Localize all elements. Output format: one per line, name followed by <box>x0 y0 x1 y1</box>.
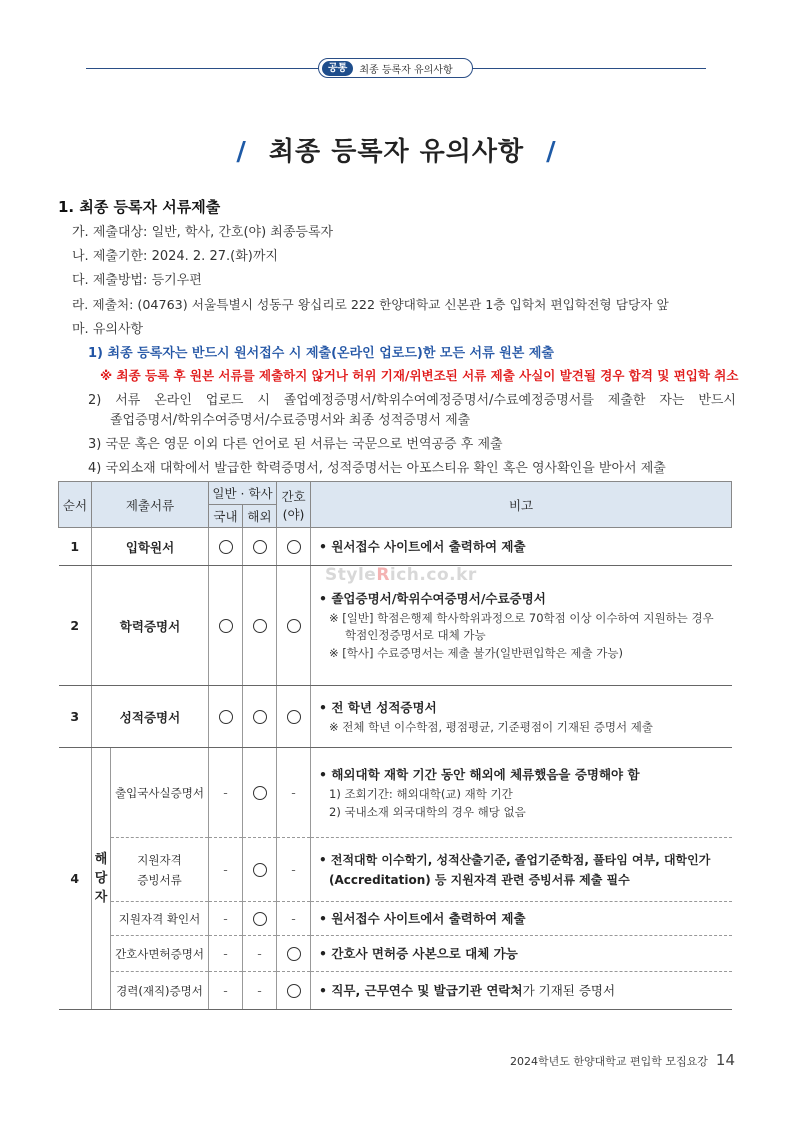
circle-icon <box>253 619 267 633</box>
circle-icon <box>287 710 301 724</box>
circle-icon <box>219 619 233 633</box>
circle-icon <box>219 710 233 724</box>
circle-icon <box>253 540 267 554</box>
item-deadline: 나. 제출기한: 2024. 2. 27.(화)까지 <box>72 249 278 264</box>
item-address: 라. 제출처: (04763) 서울특별시 성동구 왕십리로 222 한양대학교 신본관 1층 입학처 편입학전형 담당자 앞 <box>72 297 669 312</box>
note-3: 3) 국문 혹은 영문 이외 다른 언어로 된 서류는 국문으로 번역공증 후 제출 <box>88 437 503 452</box>
row-no: 4 <box>59 748 92 1010</box>
mark-overseas <box>243 566 277 686</box>
page-number: 14 <box>715 1051 735 1069</box>
table-row <box>59 528 732 566</box>
row-doc: 지원자격 증빙서류 <box>111 838 209 902</box>
mark-overseas <box>243 748 277 838</box>
mark-nursing: - <box>277 838 311 902</box>
header-nursing: 간호 (야) <box>277 482 311 528</box>
mark-domestic: - <box>209 748 243 838</box>
circle-icon <box>253 710 267 724</box>
note-4: 4) 국외소재 대학에서 발급한 학력증명서, 성적증명서는 아포스티유 확인 혹은 영사확인을 받아서 제출 <box>88 461 666 476</box>
mark-nursing: - <box>277 902 311 936</box>
title-text: 최종 등록자 유의사항 <box>268 137 525 167</box>
mark-nursing <box>277 566 311 686</box>
page-footer <box>510 1051 735 1069</box>
row-note: • 졸업증명서/학위수여증명서/수료증명서 ※ [일반] 학점은행제 학사학위과정으로 70학점 이상 이수하여 지원하는 경우 학점인정증명서로 대체 가능 ※ [학사] 수료증명서는 제출 불가(일반편입학은 제출 가능) <box>311 566 732 686</box>
mark-overseas <box>243 838 277 902</box>
row-note: • 원서접수 사이트에서 출력하여 제출 <box>311 902 732 936</box>
item-method: 다. 제출방법: 등기우편 <box>72 273 202 288</box>
badge-label: 최종 등록자 유의사항 <box>359 64 453 76</box>
table-row <box>59 902 732 936</box>
row-doc: 출입국사실증명서 <box>111 748 209 838</box>
mark-domestic <box>209 528 243 566</box>
row-doc: 학력증명서 <box>92 566 209 686</box>
row-note: • 해외대학 재학 기간 동안 해외에 체류했음을 증명해야 함 1) 조회기간: 해외대학(교) 재학 기간 2) 국내소재 외국대학의 경우 해당 없음 <box>311 748 732 838</box>
row-note: • 전적대학 이수학기, 성적산출기준, 졸업기준학점, 풀타임 여부, 대학인가 (Accreditation) 등 지원자격 관련 증빙서류 제출 필수 <box>311 838 732 902</box>
section-heading: 1. 최종 등록자 서류제출 <box>58 198 221 216</box>
table-row <box>59 748 732 838</box>
table-row <box>59 838 732 902</box>
row-no: 3 <box>59 686 92 748</box>
page-title <box>0 131 793 168</box>
row-doc: 경력(재직)증명서 <box>111 972 209 1010</box>
row-doc: 성적증명서 <box>92 686 209 748</box>
mark-overseas: - <box>243 936 277 972</box>
mark-domestic <box>209 686 243 748</box>
row-doc: 간호사면허증명서 <box>111 936 209 972</box>
mark-domestic <box>209 566 243 686</box>
circle-icon <box>253 863 267 877</box>
mark-nursing: - <box>277 748 311 838</box>
header-remark: 비고 <box>311 482 732 528</box>
warning-note: ※ 최종 등록 후 원본 서류를 제출하지 않거나 허위 기재/위변조된 서류 제출 사실이 발견될 경우 합격 및 편입학 취소 <box>100 368 739 383</box>
title-slash-right: / <box>546 137 557 167</box>
circle-icon <box>287 540 301 554</box>
header-doc: 제출서류 <box>92 482 209 528</box>
row-doc: 지원자격 확인서 <box>111 902 209 936</box>
row-doc: 입학원서 <box>92 528 209 566</box>
row-group: 해당자 <box>92 748 111 1010</box>
mark-nursing <box>277 686 311 748</box>
item-notes: 마. 유의사항 <box>72 322 144 337</box>
header-general: 일반 · 학사 <box>209 482 277 505</box>
row-note: • 직무, 근무연수 및 발급기관 연락처가 기재된 증명서 <box>311 972 732 1010</box>
mark-nursing <box>277 972 311 1010</box>
table-row <box>59 936 732 972</box>
circle-icon <box>287 984 301 998</box>
mark-overseas <box>243 528 277 566</box>
circle-icon <box>287 619 301 633</box>
header-no: 순서 <box>59 482 92 528</box>
title-slash-left: / <box>236 137 247 167</box>
badge-pill: 공통 <box>322 61 353 76</box>
row-note: • 원서접수 사이트에서 출력하여 제출 <box>311 528 732 566</box>
item-target: 가. 제출대상: 일반, 학사, 간호(야) 최종등록자 <box>72 225 334 240</box>
circle-icon <box>287 947 301 961</box>
mark-domestic: - <box>209 902 243 936</box>
circle-icon <box>253 786 267 800</box>
row-no: 2 <box>59 566 92 686</box>
header-overseas: 해외 <box>243 505 277 528</box>
mark-overseas <box>243 902 277 936</box>
header-domestic: 국내 <box>209 505 243 528</box>
mark-overseas: - <box>243 972 277 1010</box>
table-row <box>59 686 732 748</box>
footer-text: 2024학년도 한양대학교 편입학 모집요강 <box>510 1055 708 1068</box>
mark-domestic: - <box>209 936 243 972</box>
row-note: • 간호사 면허증 사본으로 대체 가능 <box>311 936 732 972</box>
row-note: • 전 학년 성적증명서 ※ 전체 학년 이수학점, 평점평균, 기준평점이 기재된 증명서 제출 <box>311 686 732 748</box>
mark-domestic: - <box>209 838 243 902</box>
note-1: 1) 최종 등록자는 반드시 원서접수 시 제출(온라인 업로드)한 모든 서류 원본 제출 <box>88 346 554 361</box>
table-row <box>59 972 732 1010</box>
note-2b: 졸업증명서/학위수여증명서/수료증명서와 최종 성적증명서 제출 <box>110 413 471 428</box>
mark-domestic: - <box>209 972 243 1010</box>
section-badge <box>318 58 473 78</box>
circle-icon <box>253 912 267 926</box>
documents-table <box>58 481 731 1010</box>
watermark: StyleRich.co.kr <box>325 565 477 585</box>
circle-icon <box>219 540 233 554</box>
mark-nursing <box>277 528 311 566</box>
mark-overseas <box>243 686 277 748</box>
mark-nursing <box>277 936 311 972</box>
row-no: 1 <box>59 528 92 566</box>
note-2a: 2) 서류 온라인 업로드 시 졸업예정증명서/학위수여예정증명서/수료예정증명서를 제출한 자는 반드시 <box>88 393 736 408</box>
